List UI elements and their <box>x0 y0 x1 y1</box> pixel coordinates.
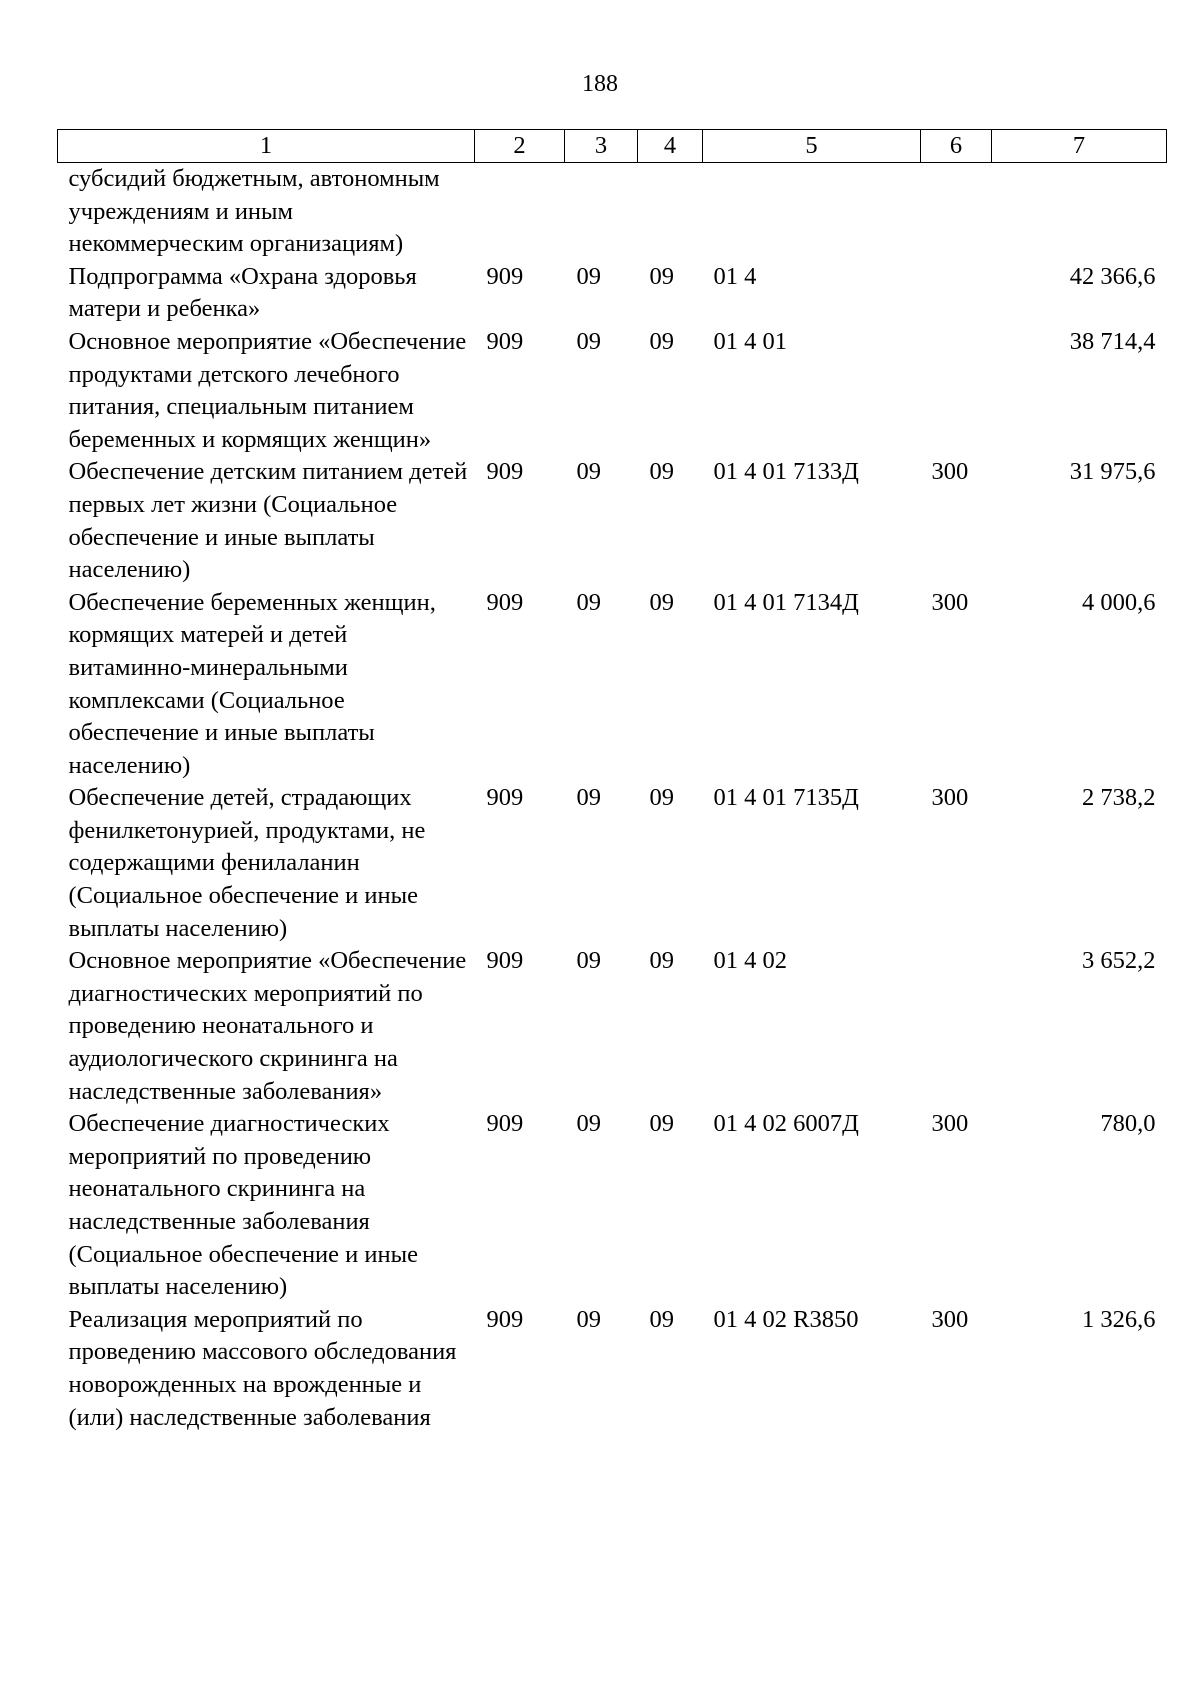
row-section: 09 <box>576 1305 601 1333</box>
page-number: 188 <box>582 71 618 97</box>
header-cell-4: 4 <box>638 130 703 163</box>
row-subsection: 09 <box>649 1305 674 1333</box>
row-amount: 3 652,2 <box>1082 947 1156 975</box>
header-row <box>58 130 1167 163</box>
row-section: 09 <box>576 588 601 616</box>
row-target-article: 01 4 01 7133Д <box>713 458 859 486</box>
row-name: Основное мероприятие «Обеспечение диагностических мероприятий по проведению неонатального и аудиологического скрининга на наследственные заболевания» <box>68 947 467 1105</box>
row-subsection: 09 <box>649 1110 674 1138</box>
row-subsection: 09 <box>649 458 674 486</box>
row-amount: 780,0 <box>1100 1110 1156 1138</box>
header-cell-3: 3 <box>565 130 638 163</box>
table-row <box>58 261 1167 326</box>
row-expense-type: 300 <box>931 1305 969 1333</box>
row-subsection: 09 <box>649 327 674 355</box>
row-section: 09 <box>576 327 601 355</box>
row-subsection <box>638 163 703 261</box>
header-cell-7: 7 <box>992 130 1167 163</box>
row-name: Обеспечение детей, страдающих фенилкетонурией, продуктами, не содержащими фенилаланин (Социальное обеспечение и иные выплаты населению) <box>68 784 426 942</box>
table-row <box>58 456 1167 586</box>
row-target-article: 01 4 01 7134Д <box>713 588 859 616</box>
row-name: Обеспечение беременных женщин, кормящих матерей и детей витаминно-минеральными комплексами (Социальное обеспечение и иные выплаты населению) <box>68 588 436 779</box>
row-expense-type <box>921 261 992 326</box>
row-section: 09 <box>576 458 601 486</box>
row-target-article <box>703 163 921 261</box>
row-name: Основное мероприятие «Обеспечение продуктами детского лечебного питания, специальным питанием беременных и кормящих женщин» <box>68 327 467 453</box>
row-name: Реализация мероприятий по проведению массового обследования новорожденных на врожденные и (или) наследственные заболевания <box>68 1305 457 1431</box>
row-admin-code <box>475 163 565 261</box>
row-amount: 42 366,6 <box>1069 262 1156 290</box>
row-name: Обеспечение диагностических мероприятий по проведению неонатального скрининга на наследственные заболевания (Социальное обеспечение и иные выплаты населению) <box>68 1110 418 1301</box>
row-admin-code: 909 <box>486 1305 524 1333</box>
row-name: Подпрограмма «Охрана здоровья матери и ребенка» <box>68 262 417 323</box>
row-expense-type: 300 <box>931 588 969 616</box>
row-section: 09 <box>576 262 601 290</box>
row-target-article: 01 4 02 <box>713 947 787 975</box>
row-expense-type: 300 <box>931 784 969 812</box>
budget-table <box>57 129 1167 1434</box>
header-cell-6: 6 <box>921 130 992 163</box>
row-section: 09 <box>576 947 601 975</box>
row-name: субсидий бюджетным, автономным учреждениям и иным некоммерческим организациям) <box>68 165 440 258</box>
row-subsection: 09 <box>649 262 674 290</box>
table-row <box>58 782 1167 945</box>
row-admin-code: 909 <box>486 262 524 290</box>
table-row <box>58 587 1167 783</box>
row-amount: 2 738,2 <box>1082 784 1156 812</box>
table-row <box>58 1304 1167 1434</box>
table-row <box>58 1108 1167 1304</box>
header-cell-5: 5 <box>703 130 921 163</box>
table-row <box>58 163 1167 261</box>
row-admin-code: 909 <box>486 947 524 975</box>
header-cell-2: 2 <box>475 130 565 163</box>
row-amount <box>992 163 1167 261</box>
row-expense-type <box>921 326 992 456</box>
row-subsection: 09 <box>649 784 674 812</box>
row-amount: 38 714,4 <box>1069 327 1156 355</box>
row-subsection: 09 <box>649 947 674 975</box>
row-admin-code: 909 <box>486 784 524 812</box>
row-admin-code: 909 <box>486 1110 524 1138</box>
row-admin-code: 909 <box>486 327 524 355</box>
row-amount: 31 975,6 <box>1069 458 1156 486</box>
row-target-article: 01 4 01 7135Д <box>713 784 859 812</box>
row-expense-type: 300 <box>931 458 969 486</box>
row-expense-type <box>921 163 992 261</box>
table-row <box>58 945 1167 1108</box>
row-amount: 1 326,6 <box>1082 1305 1156 1333</box>
row-expense-type: 300 <box>931 1110 969 1138</box>
row-section <box>565 163 638 261</box>
row-expense-type <box>921 945 992 1108</box>
row-target-article: 01 4 01 <box>713 327 787 355</box>
header-cell-1: 1 <box>58 130 475 163</box>
row-target-article: 01 4 02 6007Д <box>713 1110 859 1138</box>
row-amount: 4 000,6 <box>1082 588 1156 616</box>
row-admin-code: 909 <box>486 588 524 616</box>
table-row <box>58 326 1167 456</box>
row-admin-code: 909 <box>486 458 524 486</box>
row-name: Обеспечение детским питанием детей первых лет жизни (Социальное обеспечение и иные выплаты населению) <box>68 458 468 584</box>
row-subsection: 09 <box>649 588 674 616</box>
row-section: 09 <box>576 784 601 812</box>
row-target-article: 01 4 02 R3850 <box>713 1305 859 1333</box>
row-section: 09 <box>576 1110 601 1138</box>
row-target-article: 01 4 <box>713 262 757 290</box>
